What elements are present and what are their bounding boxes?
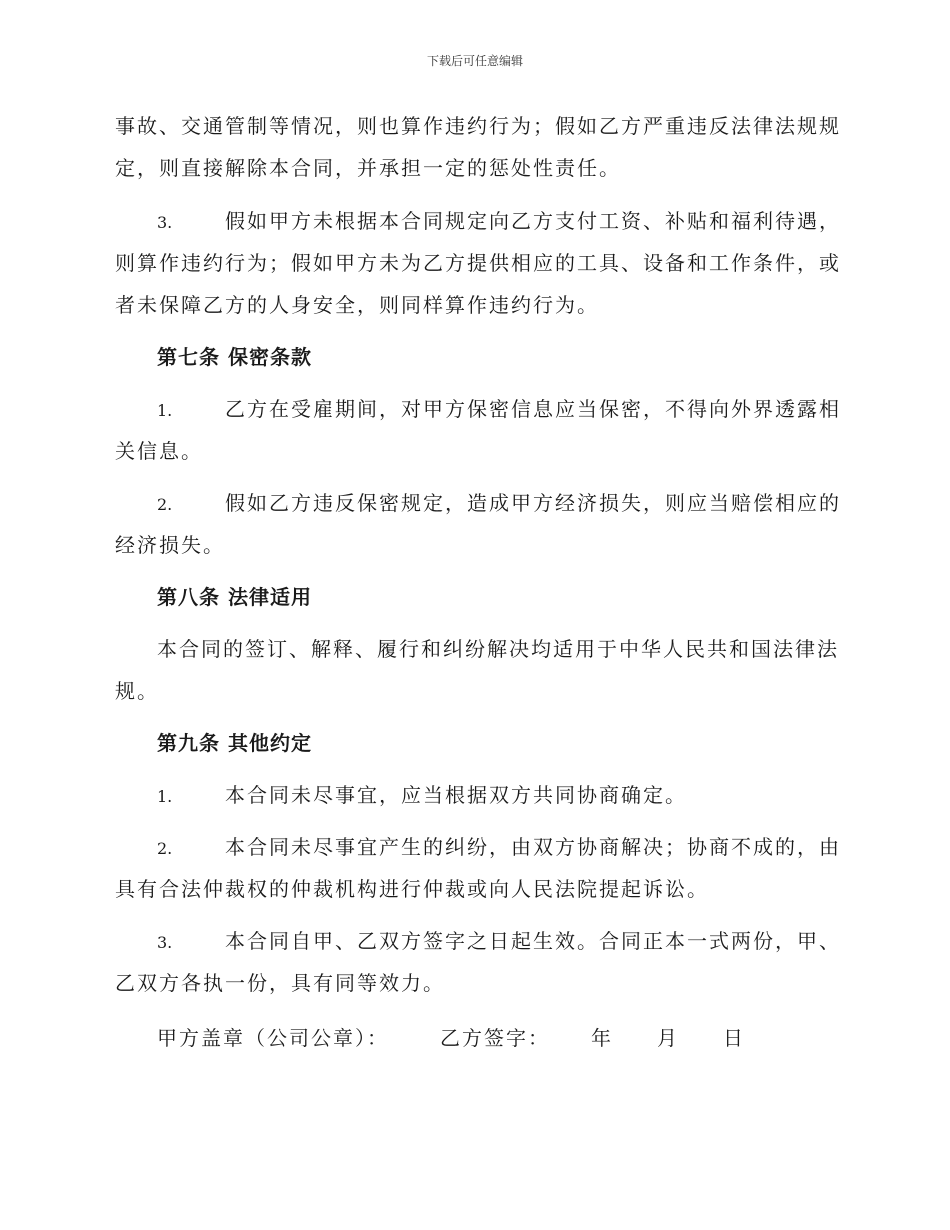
list-number: 2. [157, 839, 173, 858]
list-item [115, 482, 841, 526]
date-day-label: 日 [723, 1026, 745, 1050]
list-item [115, 388, 841, 432]
page-header: 下载后可任意编辑 [426, 54, 523, 68]
list-number: 1. [157, 787, 173, 806]
paragraph-line: 者未保障乙方的人身安全，则同样算作违约行为。 [115, 293, 599, 317]
party-b-signature-label: 乙方签字： [440, 1026, 550, 1050]
article-heading: 第八条 法律适用 [157, 585, 312, 609]
paragraph-line: 经济损失。 [115, 533, 225, 557]
list-number: 3. [157, 213, 173, 232]
list-item-text: 本合同未尽事宜产生的纠纷，由双方协商解决；协商不成的，由 [225, 835, 841, 859]
article-heading: 第七条 保密条款 [157, 345, 312, 369]
list-item [115, 920, 841, 964]
list-item-text: 假如甲方未根据本合同规定向乙方支付工资、补贴和福利待遇， [225, 209, 841, 233]
paragraph-line: 规。 [115, 679, 159, 703]
paragraph-line: 具有合法仲裁权的仲裁机构进行仲裁或向人民法院提起诉讼。 [115, 877, 709, 901]
list-item-text: 乙方在受雇期间，对甲方保密信息应当保密，不得向外界透露相 [225, 397, 841, 421]
list-item [115, 200, 841, 244]
paragraph-line: 本合同的签订、解释、履行和纠纷解决均适用于中华人民共和国法律法 [157, 637, 839, 661]
paragraph-line: 则算作违约行为；假如甲方未为乙方提供相应的工具、设备和工作条件，或 [115, 251, 841, 275]
list-item-text: 假如乙方违反保密规定，造成甲方经济损失，则应当赔偿相应的 [225, 491, 841, 515]
paragraph-line: 乙双方各执一份，具有同等效力。 [115, 971, 445, 995]
paragraph-line: 定，则直接解除本合同，并承担一定的惩处性责任。 [115, 156, 621, 180]
date-month-label: 月 [657, 1026, 679, 1050]
list-item-text: 本合同未尽事宜，应当根据双方共同协商确定。 [225, 783, 687, 807]
paragraph-line: 事故、交通管制等情况，则也算作违约行为；假如乙方严重违反法律法规规 [115, 114, 841, 138]
party-a-seal-label: 甲方盖章（公司公章）： [157, 1026, 389, 1050]
list-item [115, 826, 841, 870]
list-item-text: 本合同自甲、乙双方签字之日起生效。合同正本一式两份，甲、 [225, 929, 841, 953]
paragraph-line: 关信息。 [115, 439, 203, 463]
article-heading: 第九条 其他约定 [157, 731, 312, 755]
date-year-label: 年 [591, 1026, 613, 1050]
list-number: 1. [157, 401, 173, 420]
list-number: 2. [157, 495, 173, 514]
list-number: 3. [157, 933, 173, 952]
list-item [115, 774, 831, 818]
